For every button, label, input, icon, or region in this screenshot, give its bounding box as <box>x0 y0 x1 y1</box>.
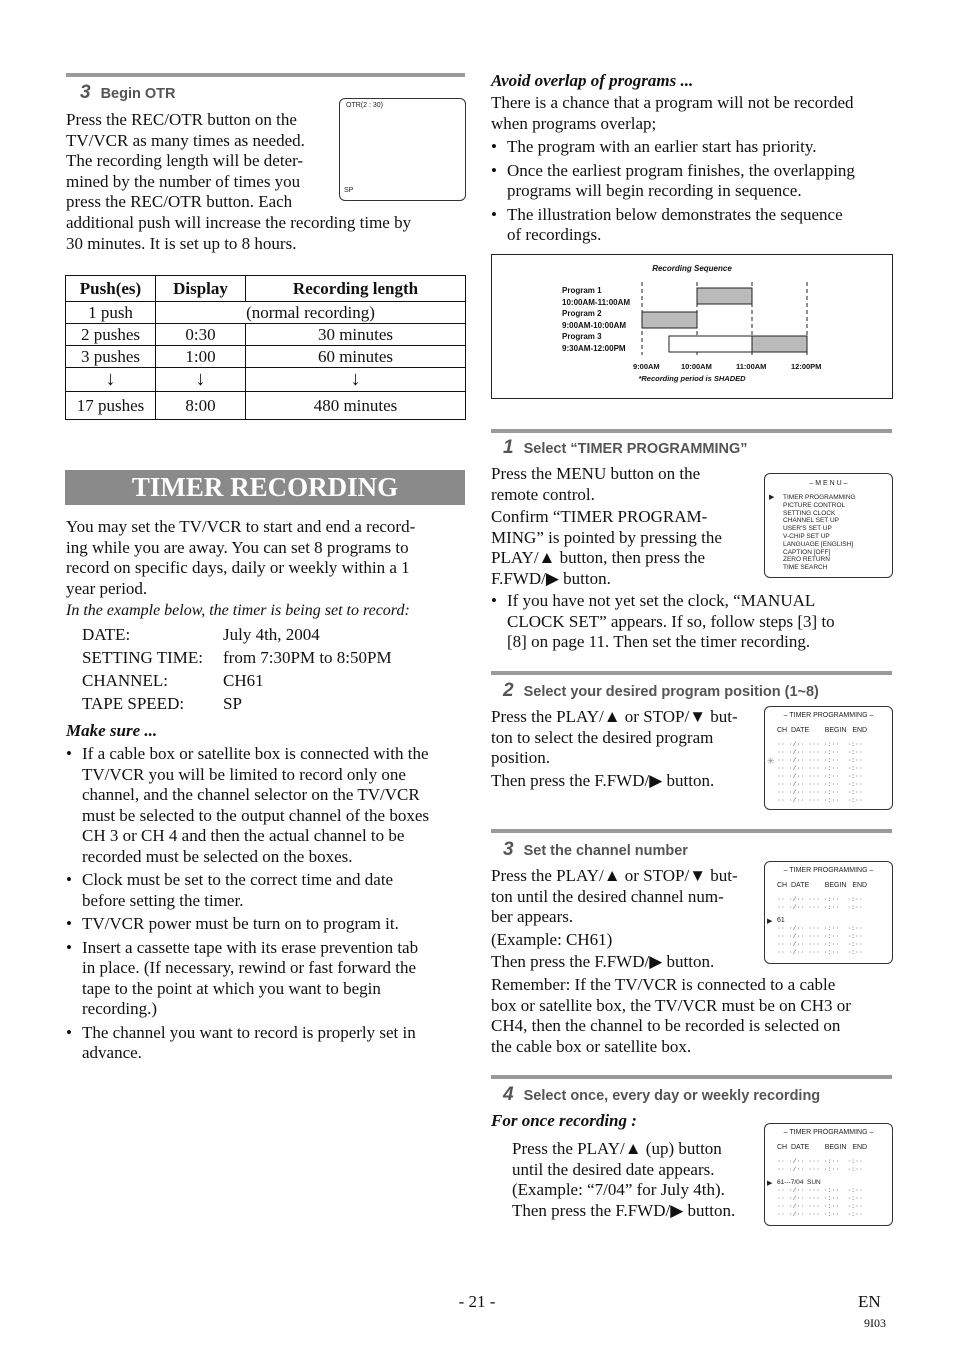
menu-item: TIMER PROGRAMMING <box>783 494 856 501</box>
example-row <box>82 692 462 715</box>
text-line: advance. <box>82 1043 142 1062</box>
section-rule <box>491 429 892 433</box>
document-code: 9I03 <box>864 1316 886 1330</box>
table-cell: 0:30 <box>156 324 246 346</box>
text-line: You may set the TV/VCR to start and end a record- <box>66 517 416 536</box>
text-line: position. <box>491 748 551 767</box>
text-line: • Insert a cassette tape with its erase prevention tab <box>82 937 419 957</box>
text-line: • TV/VCR power must be turn on to program it. <box>82 914 399 933</box>
text-line: ton until the desired channel num- <box>491 886 724 906</box>
step1-instructions <box>491 464 766 589</box>
example-settings <box>82 623 462 715</box>
text-line: the cable box or satellite box. <box>491 1036 692 1056</box>
step4-header <box>503 1084 820 1106</box>
example-value: July 4th, 2004 <box>223 625 320 644</box>
timer-intro <box>66 517 466 622</box>
text-line: Confirm “TIMER PROGRAM- <box>491 507 708 526</box>
text-line: Press the PLAY/▲ or STOP/▼ but- <box>491 866 738 885</box>
table-row <box>66 346 466 368</box>
table-cell: 17 pushes <box>66 392 156 420</box>
bullet-item <box>491 205 901 246</box>
otr-table <box>65 275 466 420</box>
step1-header <box>503 437 748 459</box>
text-line: tape to the point at which you want to begin <box>82 978 381 998</box>
timer-programming-screen <box>764 861 893 964</box>
text-line: until the desired date appears. <box>512 1159 715 1179</box>
program-row: ·· ·/·· ··· ·:·· ·:·· <box>777 789 863 796</box>
menu-item: ZERO RETURN <box>783 556 830 564</box>
program-row: ·· ·/·· ··· ·:·· ·:·· <box>777 1195 863 1202</box>
text-line: 30 minutes. It is set up to 8 hours. <box>66 233 297 253</box>
text-line: box or satellite box, the TV/VCR must be on CH3 or <box>491 995 851 1015</box>
program-row: ·· ·/·· ··· ·:·· ·:·· <box>777 741 863 748</box>
program-row: ·· ·/·· ··· ·:·· ·:·· <box>777 896 863 903</box>
step3-header <box>503 839 688 861</box>
table-cell: 2 pushes <box>66 324 156 346</box>
step-number: 1 <box>503 437 514 458</box>
program-time: 10:00AM-11:00AM <box>562 297 631 307</box>
program-row: ·· ·/·· ··· ·:·· ·:·· <box>777 773 863 780</box>
bullet-item <box>491 137 901 158</box>
text-line: • The program with an earlier start has priority. <box>507 137 817 156</box>
program-row: ·· ·/·· ··· ·:·· ·:·· <box>777 941 863 948</box>
text-line: Remember: If the TV/VCR is connected to a cable <box>491 975 836 994</box>
tick-label: 9:00AM <box>633 362 660 371</box>
text-line: The recording length will be deter- <box>66 151 304 170</box>
text-line: remote control. <box>491 484 595 504</box>
step-title: Select “TIMER PROGRAMMING” <box>523 441 748 457</box>
text-line: record on specific days, daily or weekly within a 1 <box>66 558 410 577</box>
screen-headers: CH DATE BEGIN END <box>777 727 868 734</box>
column-header: Recording length <box>246 276 466 302</box>
text-line: additional push will increase the recording time by <box>66 213 412 232</box>
bullet-item <box>66 744 466 867</box>
example-row <box>82 623 462 646</box>
otr-screen <box>339 98 466 201</box>
program-row: ·· ·/·· ··· ·:·· ·:·· <box>777 904 863 911</box>
channel-value: 61 <box>777 917 785 924</box>
blink-cursor-icon: ✳ <box>767 756 775 766</box>
diagram-note: *Recording period is SHADED <box>638 374 746 383</box>
step-title: Set the channel number <box>523 843 688 859</box>
once-recording-heading: For once recording : <box>491 1111 637 1130</box>
text-line: Press the PLAY/▲ or STOP/▼ but- <box>491 707 738 726</box>
example-row <box>82 646 462 669</box>
down-arrow-icon: ↓ <box>156 368 246 392</box>
timer-programming-screen <box>764 706 893 810</box>
section-rule <box>491 671 892 675</box>
table-row <box>66 324 466 346</box>
otr-instructions <box>66 110 336 213</box>
menu-list <box>783 494 856 572</box>
text-line: Then press the F.FWD/▶ button. <box>491 952 715 971</box>
text-line: in place. (If necessary, rewind or fast forward the <box>82 958 417 977</box>
column-header: Display <box>156 276 246 302</box>
text-line: • If a cable box or satellite box is connected with the <box>82 744 429 763</box>
table-cell: 30 minutes <box>246 324 466 346</box>
program-row-selected: 61---7/04 SUN <box>777 1179 821 1186</box>
text-line: before setting the timer. <box>82 890 244 910</box>
text-line: • If you have not yet set the clock, “MANUAL <box>507 591 816 610</box>
tick-label: 12:00PM <box>791 362 822 371</box>
table-cell: 1:00 <box>156 346 246 368</box>
page-number: - 21 - <box>458 1292 496 1311</box>
program-row: ·· ·/·· ··· ·:·· ·:·· <box>777 1158 863 1165</box>
menu-item: SETTING CLOCK <box>783 509 836 517</box>
tick-label: 11:00AM <box>736 362 767 371</box>
example-intro: In the example below, the timer is being set to record: <box>66 602 410 619</box>
bullet-item <box>66 1023 466 1064</box>
text-line: CH 3 or CH 4 and then the actual channel to be <box>82 826 405 845</box>
program-row: ·· ·/·· ··· ·:·· ·:·· <box>777 925 863 932</box>
bullet-item <box>491 591 891 653</box>
menu-item: LANGUAGE [ENGLISH] <box>783 540 854 548</box>
program-row: ·· ·/·· ··· ·:·· ·:·· <box>777 781 863 788</box>
text-line: of recordings. <box>507 225 602 244</box>
text-line: channel, and the channel selector on the TV/VCR <box>82 785 420 804</box>
bullet-item <box>491 161 901 202</box>
program-row: ·· ·/·· ··· ·:·· ·:·· <box>777 933 863 940</box>
diagram-title: Recording Sequence <box>652 264 732 273</box>
text-line: TV/VCR as many times as needed. <box>66 130 305 150</box>
text-line: recorded must be selected on the boxes. <box>82 846 353 866</box>
menu-item: CHANNEL SET UP <box>783 517 839 525</box>
text-line: F.FWD/▶ button. <box>491 568 611 588</box>
table-cell: 3 pushes <box>66 346 156 368</box>
step-title: Select once, every day or weekly recording <box>523 1088 821 1104</box>
program-row: ·· ·/·· ··· ·:·· ·:·· <box>777 765 863 772</box>
timer-recording-banner: TIMER RECORDING <box>65 470 465 505</box>
cursor-icon: ▶ <box>769 494 775 501</box>
overlap-heading: Avoid overlap of programs ... <box>491 71 694 90</box>
screen-title: – TIMER PROGRAMMING – <box>783 712 874 719</box>
program-row: ·· ·/·· ··· ·:·· ·:·· <box>777 1211 863 1218</box>
step3-remember <box>491 975 901 1057</box>
text-line: when programs overlap; <box>491 113 657 133</box>
program-name: Program 1 <box>562 286 602 295</box>
program-time: 9:30AM-12:00PM <box>562 343 626 353</box>
text-line: MING” is pointed by pressing the <box>491 527 722 547</box>
program-name: Program 3 <box>562 332 602 341</box>
program-row: ·· ·/·· ··· ·:·· ·:·· <box>777 1187 863 1194</box>
bullet-item <box>66 914 466 935</box>
step-number: 3 <box>80 82 91 103</box>
text-line: Press the PLAY/▲ (up) button <box>512 1139 722 1158</box>
program-row: ·· ·/·· ··· ·:·· ·:·· <box>777 1203 863 1210</box>
cursor-icon: ▶ <box>767 1180 773 1187</box>
text-line: ing while you are away. You can set 8 programs to <box>66 537 409 557</box>
text-line: (Example: CH61) <box>491 929 613 949</box>
timer-programming-screen <box>764 1123 893 1226</box>
program-name: Program 2 <box>562 309 602 318</box>
example-value: SP <box>223 694 242 713</box>
table-cell: 480 minutes <box>246 392 466 420</box>
text-line: CLOCK SET” appears. If so, follow steps [3] to <box>507 611 835 631</box>
example-value: from 7:30PM to 8:50PM <box>223 648 392 667</box>
table-row <box>66 392 466 420</box>
program-row: ·· ·/·· ··· ·:·· ·:·· <box>777 757 863 764</box>
example-value: CH61 <box>223 671 264 690</box>
step3-instructions <box>491 866 766 973</box>
screen-title: – TIMER PROGRAMMING – <box>783 867 874 874</box>
menu-title: – M E N U – <box>809 480 848 487</box>
step-number: 3 <box>503 839 514 860</box>
text-line: Press the REC/OTR button on the <box>66 110 297 129</box>
otr-instructions-cont <box>66 213 466 254</box>
text-line: There is a chance that a program will not be recorded <box>491 93 854 112</box>
table-cell: 60 minutes <box>246 346 466 368</box>
screen-title: – TIMER PROGRAMMING – <box>783 1129 874 1136</box>
down-arrow-icon: ↓ <box>66 368 156 392</box>
step2-header <box>503 680 819 702</box>
menu-item: V-CHIP SET UP <box>783 532 830 540</box>
section-rule <box>491 829 892 833</box>
tape-speed-display: SP <box>344 187 354 194</box>
menu-item: USER'S SET UP <box>783 525 832 533</box>
table-cell: 1 push <box>66 302 156 324</box>
table-row <box>66 302 466 324</box>
make-sure-bullets <box>66 744 466 1064</box>
table-cell: 8:00 <box>156 392 246 420</box>
text-line: mined by the number of times you <box>66 171 301 191</box>
text-line: press the REC/OTR button. Each <box>66 192 293 211</box>
step4-instructions <box>512 1139 767 1221</box>
cursor-icon: ▶ <box>767 918 773 925</box>
recording-sequence-diagram <box>491 254 893 399</box>
text-line: year period. <box>66 578 148 598</box>
step-number: 4 <box>503 1084 514 1105</box>
program-row: ·· ·/·· ··· ·:·· ·:·· <box>777 797 863 804</box>
menu-item: CAPTION [OFF] <box>783 548 831 556</box>
text-line: • Once the earliest program finishes, the overlapping <box>507 160 855 180</box>
example-label: CHANNEL: <box>82 671 168 690</box>
column-header: Push(es) <box>66 276 156 302</box>
text-line: • The channel you want to record is properly set in <box>82 1022 416 1042</box>
otr-step-header <box>80 82 176 104</box>
menu-screen <box>764 473 893 578</box>
text-line: • Clock must be set to the correct time and date <box>82 870 394 889</box>
menu-item: PICTURE CONTROL <box>783 501 846 509</box>
program-row: ·· ·/·· ··· ·:·· ·:·· <box>777 1166 863 1173</box>
bullet-item <box>66 870 466 911</box>
program-row: ·· ·/·· ··· ·:·· ·:·· <box>777 949 863 956</box>
text-line: TV/VCR you will be limited to record only one <box>82 764 406 784</box>
menu-item: TIME SEARCH <box>783 564 828 572</box>
text-line: Press the MENU button on the <box>491 464 701 483</box>
table-cell: (normal recording) <box>156 302 466 324</box>
text-line: ber appears. <box>491 907 574 926</box>
step-title: Begin OTR <box>100 86 176 102</box>
step-number: 2 <box>503 680 514 701</box>
step2-instructions <box>491 707 766 791</box>
example-label: SETTING TIME: <box>82 648 204 667</box>
down-arrow-icon: ↓ <box>246 368 466 392</box>
text-line: must be selected to the output channel of the boxes <box>82 805 429 825</box>
step-title: Select your desired program position (1~8) <box>523 684 819 700</box>
program-time: 9:00AM-10:00AM <box>562 320 627 330</box>
bullet-item <box>66 938 466 1020</box>
make-sure-heading: Make sure ... <box>66 721 158 740</box>
language-code: EN <box>858 1292 881 1311</box>
text-line: PLAY/▲ button, then press the <box>491 548 706 567</box>
example-row <box>82 669 462 692</box>
screen-headers: CH DATE BEGIN END <box>777 882 868 889</box>
text-line: CH4, then the channel to be recorded is selected on <box>491 1016 841 1035</box>
text-line: Then press the F.FWD/▶ button. <box>512 1200 736 1220</box>
table-row <box>66 368 466 392</box>
example-label: TAPE SPEED: <box>82 694 185 713</box>
section-rule <box>491 1075 892 1079</box>
example-label: DATE: <box>82 625 131 644</box>
program-row: ·· ·/·· ··· ·:·· ·:·· <box>777 749 863 756</box>
overlap-text <box>491 93 901 246</box>
text-line: programs will begin recording in sequence. <box>507 181 802 200</box>
table-header-row <box>66 276 466 302</box>
screen-headers: CH DATE BEGIN END <box>777 1144 868 1151</box>
tick-label: 10:00AM <box>681 362 712 371</box>
section-rule <box>66 73 465 77</box>
text-line: • The illustration below demonstrates the sequence <box>507 204 843 224</box>
text-line: ton to select the desired program <box>491 727 714 747</box>
otr-display: OTR(2 : 30) <box>346 102 383 109</box>
text-line: [8] on page 11. Then set the timer recording. <box>507 632 811 651</box>
step1-note <box>491 591 891 653</box>
text-line: (Example: “7/04” for July 4th). <box>512 1180 725 1199</box>
text-line: recording.) <box>82 999 158 1018</box>
text-line: Then press the F.FWD/▶ button. <box>491 770 715 790</box>
